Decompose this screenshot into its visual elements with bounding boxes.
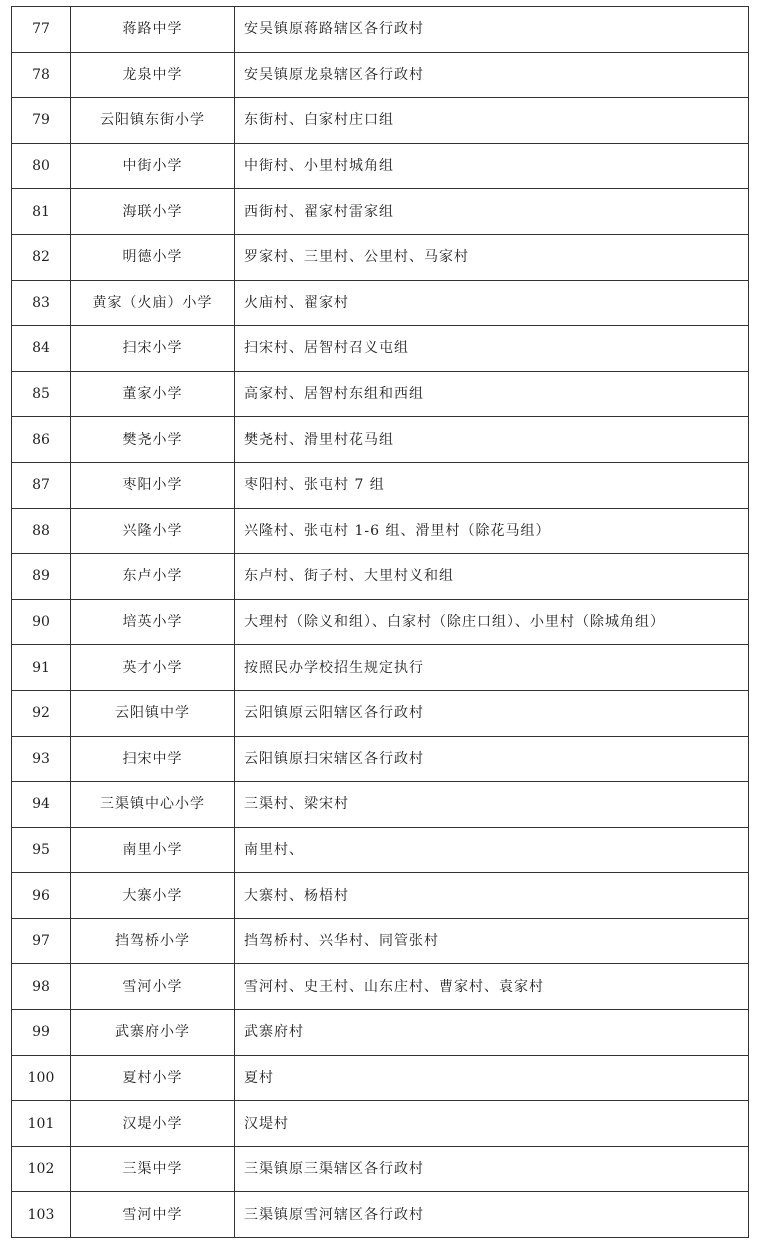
row-number-cell: 87 (12, 462, 71, 508)
row-number-cell: 78 (12, 52, 71, 98)
table-row (12, 234, 749, 280)
school-name-cell: 夏村小学 (71, 1055, 235, 1101)
row-number-cell: 99 (12, 1010, 71, 1056)
enrollment-area-cell: 东街村、白家村庄口组 (235, 98, 749, 144)
school-name-cell: 中街小学 (71, 143, 235, 189)
school-name-cell: 雪河小学 (71, 964, 235, 1010)
table-row (12, 508, 749, 554)
table-row (12, 98, 749, 144)
table-row (12, 827, 749, 873)
school-name-cell: 培英小学 (71, 599, 235, 645)
table-row (12, 1010, 749, 1056)
table-row (12, 7, 749, 53)
row-number-cell: 91 (12, 645, 71, 691)
school-name-cell: 龙泉中学 (71, 52, 235, 98)
enrollment-area-cell: 东卢村、街子村、大里村义和组 (235, 554, 749, 600)
table-body (12, 7, 749, 1238)
row-number-cell: 83 (12, 280, 71, 326)
table-row (12, 1146, 749, 1192)
school-name-cell: 东卢小学 (71, 554, 235, 600)
table-row (12, 462, 749, 508)
school-name-cell: 三渠镇中心小学 (71, 782, 235, 828)
school-name-cell: 雪河中学 (71, 1192, 235, 1238)
table-row (12, 280, 749, 326)
enrollment-area-cell: 罗家村、三里村、公里村、马家村 (235, 234, 749, 280)
table-row (12, 873, 749, 919)
school-zone-table (11, 6, 749, 1238)
enrollment-area-cell: 三渠镇原三渠辖区各行政村 (235, 1146, 749, 1192)
enrollment-area-cell: 中街村、小里村城角组 (235, 143, 749, 189)
school-name-cell: 云阳镇中学 (71, 690, 235, 736)
table-row (12, 326, 749, 372)
school-name-cell: 英才小学 (71, 645, 235, 691)
table-row (12, 143, 749, 189)
enrollment-area-cell: 安吴镇原龙泉辖区各行政村 (235, 52, 749, 98)
school-name-cell: 汉堤小学 (71, 1101, 235, 1147)
row-number-cell: 96 (12, 873, 71, 919)
school-name-cell: 樊尧小学 (71, 417, 235, 463)
enrollment-area-cell: 按照民办学校招生规定执行 (235, 645, 749, 691)
row-number-cell: 84 (12, 326, 71, 372)
school-name-cell: 董家小学 (71, 371, 235, 417)
school-name-cell: 海联小学 (71, 189, 235, 235)
enrollment-area-cell: 夏村 (235, 1055, 749, 1101)
enrollment-area-cell: 西街村、翟家村雷家组 (235, 189, 749, 235)
table-row (12, 918, 749, 964)
row-number-cell: 94 (12, 782, 71, 828)
table-row (12, 1192, 749, 1238)
enrollment-area-cell: 武寨府村 (235, 1010, 749, 1056)
table-row (12, 1101, 749, 1147)
enrollment-area-cell: 高家村、居智村东组和西组 (235, 371, 749, 417)
row-number-cell: 103 (12, 1192, 71, 1238)
row-number-cell: 79 (12, 98, 71, 144)
school-name-cell: 挡驾桥小学 (71, 918, 235, 964)
row-number-cell: 90 (12, 599, 71, 645)
school-name-cell: 扫宋中学 (71, 736, 235, 782)
table-row (12, 782, 749, 828)
row-number-cell: 77 (12, 7, 71, 53)
school-name-cell: 武寨府小学 (71, 1010, 235, 1056)
table-row (12, 371, 749, 417)
school-name-cell: 明德小学 (71, 234, 235, 280)
row-number-cell: 89 (12, 554, 71, 600)
enrollment-area-cell: 大寨村、杨梧村 (235, 873, 749, 919)
enrollment-area-cell: 枣阳村、张屯村 7 组 (235, 462, 749, 508)
row-number-cell: 102 (12, 1146, 71, 1192)
table-row (12, 964, 749, 1010)
enrollment-area-cell: 兴隆村、张屯村 1-6 组、滑里村（除花马组） (235, 508, 749, 554)
row-number-cell: 92 (12, 690, 71, 736)
table-row (12, 599, 749, 645)
row-number-cell: 100 (12, 1055, 71, 1101)
row-number-cell: 82 (12, 234, 71, 280)
school-name-cell: 蒋路中学 (71, 7, 235, 53)
row-number-cell: 97 (12, 918, 71, 964)
school-name-cell: 兴隆小学 (71, 508, 235, 554)
school-name-cell: 大寨小学 (71, 873, 235, 919)
enrollment-area-cell: 安吴镇原蒋路辖区各行政村 (235, 7, 749, 53)
row-number-cell: 86 (12, 417, 71, 463)
school-name-cell: 枣阳小学 (71, 462, 235, 508)
enrollment-area-cell: 三渠镇原雪河辖区各行政村 (235, 1192, 749, 1238)
school-name-cell: 黄家（火庙）小学 (71, 280, 235, 326)
enrollment-area-cell: 南里村、 (235, 827, 749, 873)
school-name-cell: 云阳镇东街小学 (71, 98, 235, 144)
school-name-cell: 扫宋小学 (71, 326, 235, 372)
table-row (12, 417, 749, 463)
enrollment-area-cell: 火庙村、翟家村 (235, 280, 749, 326)
enrollment-area-cell: 大理村（除义和组）、白家村（除庄口组）、小里村（除城角组） (235, 599, 749, 645)
row-number-cell: 81 (12, 189, 71, 235)
table-row (12, 645, 749, 691)
enrollment-area-cell: 雪河村、史王村、山东庄村、曹家村、袁家村 (235, 964, 749, 1010)
enrollment-area-cell: 三渠村、梁宋村 (235, 782, 749, 828)
table-row (12, 52, 749, 98)
enrollment-area-cell: 云阳镇原扫宋辖区各行政村 (235, 736, 749, 782)
school-name-cell: 南里小学 (71, 827, 235, 873)
row-number-cell: 80 (12, 143, 71, 189)
row-number-cell: 95 (12, 827, 71, 873)
table-row (12, 554, 749, 600)
row-number-cell: 93 (12, 736, 71, 782)
row-number-cell: 85 (12, 371, 71, 417)
enrollment-area-cell: 挡驾桥村、兴华村、同管张村 (235, 918, 749, 964)
school-name-cell: 三渠中学 (71, 1146, 235, 1192)
enrollment-area-cell: 云阳镇原云阳辖区各行政村 (235, 690, 749, 736)
row-number-cell: 101 (12, 1101, 71, 1147)
row-number-cell: 88 (12, 508, 71, 554)
table-row (12, 690, 749, 736)
table-row (12, 1055, 749, 1101)
enrollment-area-cell: 樊尧村、滑里村花马组 (235, 417, 749, 463)
row-number-cell: 98 (12, 964, 71, 1010)
enrollment-area-cell: 扫宋村、居智村召义屯组 (235, 326, 749, 372)
enrollment-area-cell: 汉堤村 (235, 1101, 749, 1147)
table-row (12, 189, 749, 235)
table-row (12, 736, 749, 782)
